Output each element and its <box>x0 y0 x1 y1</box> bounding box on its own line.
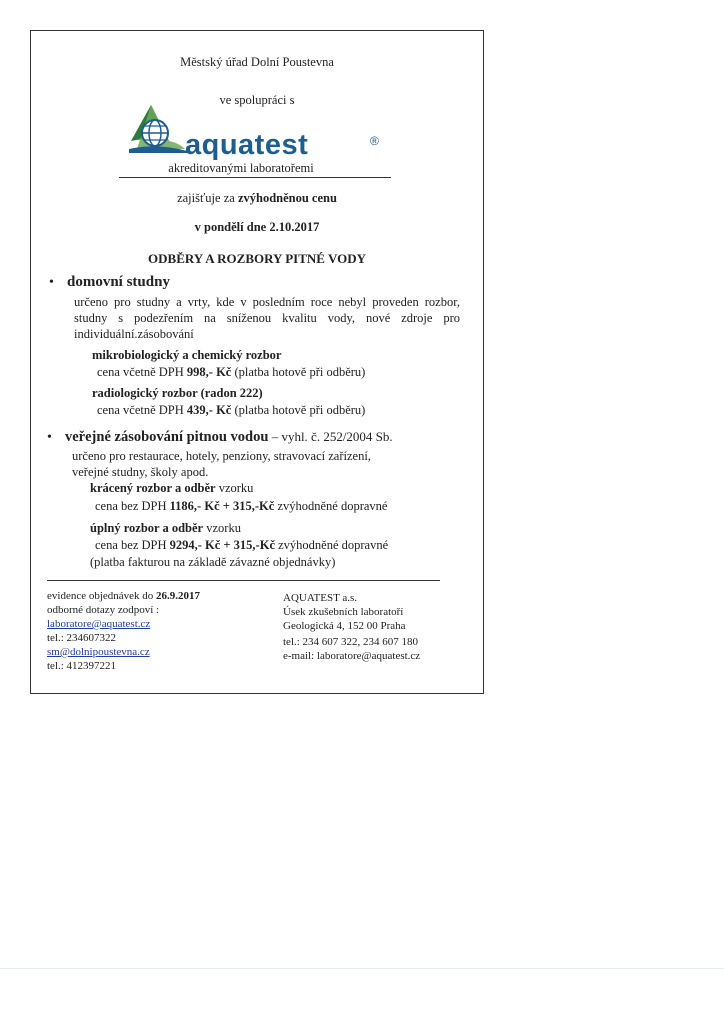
section2-item2-title <box>90 521 241 536</box>
item-title-suffix: vzorku <box>215 481 254 495</box>
footer-questions: odborné dotazy zodpoví : <box>47 604 160 616</box>
footer-phone1: tel.: 234607322 <box>47 632 117 644</box>
aquatest-logo-icon <box>129 103 187 153</box>
footer-department: Úsek zkušebních laboratoří <box>283 606 404 618</box>
footer-phone2: tel.: 412397221 <box>47 660 117 672</box>
section1-description: určeno pro studny a vrty, kde v posledním roce nebyl proveden rozbor, studny s podezřením na sníženou kvalitu vody, nové zdroje pro individuální.zásobování <box>74 295 460 341</box>
footer-divider <box>47 580 440 581</box>
item-title-bold: úplný rozbor a odběr <box>90 521 204 535</box>
flyer-sheet <box>30 30 484 694</box>
cooperation-line: ve spolupráci s <box>219 93 295 107</box>
email-link-municipality[interactable]: sm@dolnipoustevna.cz <box>47 646 150 658</box>
main-title: ODBĚRY A ROZBORY PITNÉ VODY <box>148 251 366 266</box>
orders-date: 26.9.2017 <box>156 590 201 602</box>
item-title-suffix: vzorku <box>203 521 241 535</box>
brand-name: aquatest <box>185 129 309 161</box>
price-value: 439,- Kč <box>186 403 232 417</box>
footer-phones: tel.: 234 607 322, 234 607 180 <box>283 636 419 648</box>
footer-orders-deadline <box>47 589 200 603</box>
bullet-icon: • <box>49 275 54 290</box>
brand-tagline: akreditovanými laboratořemi <box>168 161 314 175</box>
price-value: 998,- Kč <box>186 365 232 379</box>
bullet-icon: • <box>47 430 52 445</box>
footer-address: Geologická 4, 152 00 Praha <box>283 620 406 632</box>
price-suffix: zvýhodněné dopravné <box>274 499 388 513</box>
price-suffix: zvýhodněné dopravné <box>275 538 389 552</box>
offer-prefix: zajišťuje za <box>177 191 238 205</box>
logo-underline <box>119 177 391 178</box>
section1-item1-title: mikrobiologický a chemický rozbor <box>92 348 282 362</box>
issuer-line: Městský úřad Dolní Poustevna <box>180 55 334 69</box>
registered-mark: ® <box>370 134 379 148</box>
section2-title-line <box>65 429 393 446</box>
offer-line <box>31 191 483 206</box>
section1-item2-title: radiologický rozbor (radon 222) <box>92 386 263 400</box>
email-link-aquatest[interactable]: laboratore@aquatest.cz <box>47 618 151 630</box>
section2-title: veřejné zásobování pitnou vodou <box>65 429 269 445</box>
item-title-bold: krácený rozbor a odběr <box>90 481 216 495</box>
section2-item1-title <box>90 481 253 496</box>
price-value: 9294,- Kč + 315,-Kč <box>169 538 275 552</box>
price-value: 1186,- Kč + 315,-Kč <box>169 499 275 513</box>
offer-bold: zvýhodněnou cenu <box>237 191 337 205</box>
scan-artifact-line <box>0 968 724 969</box>
section2-description-line2: veřejné studny, školy apod. <box>72 465 209 479</box>
section2-item2-price <box>95 538 388 553</box>
section2-item1-price <box>95 499 387 514</box>
price-prefix: cena bez DPH <box>95 499 170 513</box>
section1-item2-price <box>97 403 365 418</box>
price-prefix: cena včetně DPH <box>97 403 187 417</box>
price-prefix: cena včetně DPH <box>97 365 187 379</box>
orders-prefix: evidence objednávek do <box>47 590 157 602</box>
section1-item1-price <box>97 365 365 380</box>
price-suffix: (platba hotově při odběru) <box>231 365 366 379</box>
price-suffix: (platba hotově při odběru) <box>231 403 366 417</box>
footer-company: AQUATEST a.s. <box>283 592 358 604</box>
footer-email: e-mail: laboratore@aquatest.cz <box>283 650 421 662</box>
price-prefix: cena bez DPH <box>95 538 170 552</box>
section1-title: domovní studny <box>67 274 170 290</box>
section2-description-line1: určeno pro restaurace, hotely, penziony, stravovací zařízení, <box>72 449 371 463</box>
date-line: v pondělí dne 2.10.2017 <box>194 220 320 234</box>
section2-title-suffix: – vyhl. č. 252/2004 Sb. <box>268 429 393 444</box>
section2-payment-note: (platba fakturou na základě závazné objednávky) <box>90 555 336 569</box>
